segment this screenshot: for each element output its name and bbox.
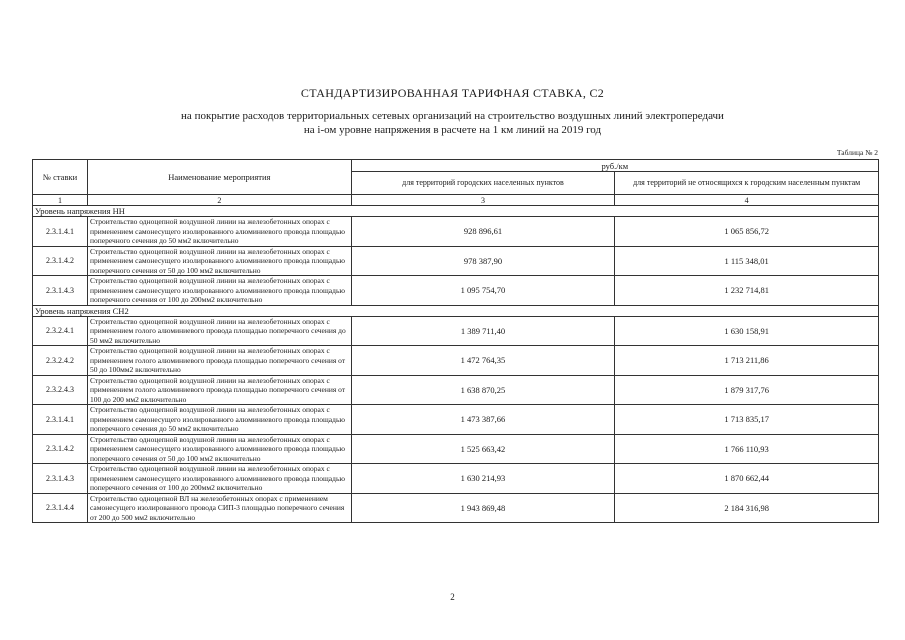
column-number-3: 3 bbox=[351, 195, 615, 206]
measure-description: Строительство одноцепной ВЛ на железобетонных опорах с применением самонесущего изолированного провода СИП-3 площадью поперечного сечения от 200 до 500 мм2 включительно bbox=[88, 493, 352, 523]
table-number-note: Таблица № 2 bbox=[836, 148, 878, 157]
rural-rate: 1 713 211,86 bbox=[615, 346, 879, 376]
measure-description: Строительство одноцепной воздушной линии на железобетонных опорах с применением самонесущего изолированного алюминиевого провода площадью поперечного сечения до 50 мм2 включительно bbox=[88, 217, 352, 247]
rate-code: 2.3.2.4.3 bbox=[33, 375, 88, 405]
rate-code: 2.3.1.4.2 bbox=[33, 434, 88, 464]
rate-code: 2.3.2.4.2 bbox=[33, 346, 88, 376]
header-rural: для территорий не относящихся к городским населенным пунктам bbox=[615, 172, 879, 195]
section-title-nn: Уровень напряжения НН bbox=[33, 206, 879, 217]
subtitle-line-1: на покрытие расходов территориальных сетевых организаций на строительство воздушных линий электропередачи bbox=[181, 110, 724, 122]
table-row bbox=[33, 375, 879, 405]
urban-rate: 1 943 869,48 bbox=[351, 493, 615, 523]
table-row bbox=[33, 217, 879, 247]
subtitle-line-2: на i-ом уровне напряжения в расчете на 1 км линий на 2019 год bbox=[303, 124, 602, 136]
rate-code: 2.3.1.4.1 bbox=[33, 217, 88, 247]
measure-description: Строительство одноцепной воздушной линии на железобетонных опорах с применением голого алюминиевого провода площадью поперечного сечения до 50 мм2 включительно bbox=[88, 316, 352, 346]
document-title: СТАНДАРТИЗИРОВАННАЯ ТАРИФНАЯ СТАВКА, С2 bbox=[300, 86, 605, 100]
rate-code: 2.3.1.4.4 bbox=[33, 493, 88, 523]
page-number: 2 bbox=[450, 592, 455, 602]
table-row bbox=[33, 246, 879, 276]
rate-code: 2.3.1.4.1 bbox=[33, 405, 88, 435]
urban-rate: 1 525 663,42 bbox=[351, 434, 615, 464]
measure-description: Строительство одноцепной воздушной линии на железобетонных опорах с применением самонесущего изолированного алюминиевого провода площадью поперечного сечения от 100 до 200мм2 включительно bbox=[88, 464, 352, 494]
table-row bbox=[33, 434, 879, 464]
rural-rate: 1 870 662,44 bbox=[615, 464, 879, 494]
column-number-2: 2 bbox=[88, 195, 352, 206]
measure-description: Строительство одноцепной воздушной линии на железобетонных опорах с применением самонесущего изолированного алюминиевого провода площадью поперечного сечения до 50 мм2 включительно bbox=[88, 405, 352, 435]
tariff-rates-table bbox=[32, 159, 879, 523]
rural-rate: 1 879 317,76 bbox=[615, 375, 879, 405]
header-rate-number: № ставки bbox=[33, 160, 88, 195]
table-row bbox=[33, 346, 879, 376]
urban-rate: 1 095 754,70 bbox=[351, 276, 615, 306]
table-row bbox=[33, 405, 879, 435]
table-row bbox=[33, 316, 879, 346]
header-measure-name: Наименование мероприятия bbox=[88, 160, 352, 195]
rural-rate: 1 115 348,01 bbox=[615, 246, 879, 276]
rate-code: 2.3.1.4.3 bbox=[33, 464, 88, 494]
measure-description: Строительство одноцепной воздушной линии на железобетонных опорах с применением голого алюминиевого провода площадью поперечного сечения от 100 до 200 мм2 включительно bbox=[88, 375, 352, 405]
urban-rate: 1 389 711,40 bbox=[351, 316, 615, 346]
header-urban: для территорий городских населенных пунктов bbox=[351, 172, 615, 195]
rural-rate: 1 065 856,72 bbox=[615, 217, 879, 247]
rural-rate: 1 713 835,17 bbox=[615, 405, 879, 435]
urban-rate: 928 896,61 bbox=[351, 217, 615, 247]
urban-rate: 1 638 870,25 bbox=[351, 375, 615, 405]
rural-rate: 1 766 110,93 bbox=[615, 434, 879, 464]
rural-rate: 1 232 714,81 bbox=[615, 276, 879, 306]
column-number-4: 4 bbox=[615, 195, 879, 206]
column-number-1: 1 bbox=[33, 195, 88, 206]
document-subtitle bbox=[0, 109, 905, 137]
urban-rate: 1 630 214,93 bbox=[351, 464, 615, 494]
urban-rate: 1 473 387,66 bbox=[351, 405, 615, 435]
header-unit: руб./км bbox=[351, 160, 878, 172]
measure-description: Строительство одноцепной воздушной линии на железобетонных опорах с применением самонесущего изолированного алюминиевого провода площадью поперечного сечения от 100 до 200мм2 включительно bbox=[88, 276, 352, 306]
rate-code: 2.3.2.4.1 bbox=[33, 316, 88, 346]
urban-rate: 1 472 764,35 bbox=[351, 346, 615, 376]
rural-rate: 2 184 316,98 bbox=[615, 493, 879, 523]
measure-description: Строительство одноцепной воздушной линии на железобетонных опорах с применением самонесущего изолированного алюминиевого провода площадью поперечного сечения от 50 до 100 мм2 включительно bbox=[88, 434, 352, 464]
section-title-sn2: Уровень напряжения СН2 bbox=[33, 305, 879, 316]
rate-code: 2.3.1.4.2 bbox=[33, 246, 88, 276]
urban-rate: 978 387,90 bbox=[351, 246, 615, 276]
table-row bbox=[33, 464, 879, 494]
measure-description: Строительство одноцепной воздушной линии на железобетонных опорах с применением голого алюминиевого провода площадью поперечного сечения от 50 до 100мм2 включительно bbox=[88, 346, 352, 376]
table-row bbox=[33, 276, 879, 306]
table-row bbox=[33, 493, 879, 523]
rate-code: 2.3.1.4.3 bbox=[33, 276, 88, 306]
measure-description: Строительство одноцепной воздушной линии на железобетонных опорах с применением самонесущего изолированного алюминиевого провода площадью поперечного сечения от 50 до 100 мм2 включительно bbox=[88, 246, 352, 276]
rural-rate: 1 630 158,91 bbox=[615, 316, 879, 346]
